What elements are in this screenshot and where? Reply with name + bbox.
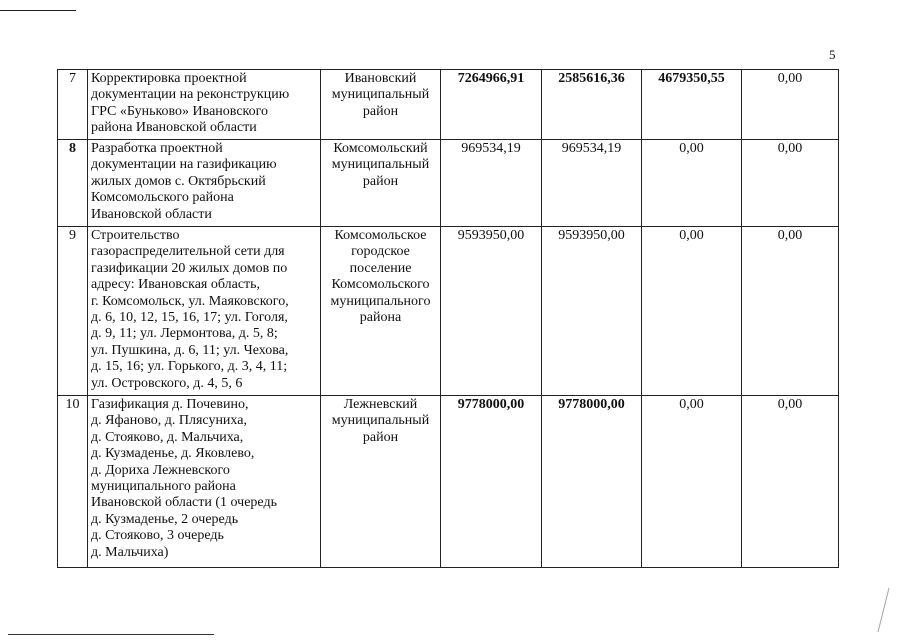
table-row [58,70,839,140]
municipality: Комсомольский муниципальный район [321,140,441,227]
value-2: 9593950,00 [542,227,642,396]
bottom-rule [8,634,214,635]
value-total: 969534,19 [441,140,542,227]
value-4: 0,00 [742,227,839,396]
value-total: 9593950,00 [441,227,542,396]
value-total: 9778000,00 [441,396,542,568]
value-3: 0,00 [642,140,742,227]
municipality: Лежневский муниципальный район [321,396,441,568]
project-name: Разработка проектной документации на газификацию жилых домов с. Октябрьский Комсомольского района Ивановской области [88,140,321,227]
municipality: Ивановский муниципальный район [321,70,441,140]
value-2: 9778000,00 [542,396,642,568]
project-name: Строительство газораспределительной сети для газификации 20 жилых домов по адресу: Ивановская область, г. Комсомольск, ул. Маяковского, д. 6, 10, 12, 15, 16, 17; ул. Гоголя, д. 9, 11; ул. Лермонтова, д. 5, 8; ул. Пушкина, д. 6, 11; ул. Чехова, д. 15, 16; ул. Горького, д. 3, 4, 11; ул. Островского, д. 4, 5, 6 [88,227,321,396]
scan-artifact [878,588,905,632]
value-4: 0,00 [742,70,839,140]
value-total: 7264966,91 [441,70,542,140]
value-4: 0,00 [742,396,839,568]
budget-table [57,69,839,568]
municipality: Комсомольское городское поселение Комсомольского муниципального района [321,227,441,396]
value-3: 0,00 [642,227,742,396]
row-number: 9 [58,227,88,396]
row-number: 8 [58,140,88,227]
project-name: Газификация д. Почевино, д. Яфаново, д. Плясуниха, д. Стояково, д. Мальчиха, д. Кузмаденье, д. Яковлево, д. Дориха Лежневского муниципального района Ивановской области (1 очередь д. Кузмаденье, 2 очередь д. Стояково, 3 очередь д. Мальчиха) [88,396,321,568]
table-row [58,396,839,568]
row-number: 10 [58,396,88,568]
value-4: 0,00 [742,140,839,227]
row-number: 7 [58,70,88,140]
table-row [58,227,839,396]
page-number: 5 [829,47,836,62]
project-name: Корректировка проектной документации на реконструкцию ГРС «Буньково» Ивановского района Ивановской области [88,70,321,140]
value-2: 2585616,36 [542,70,642,140]
top-rule [0,10,76,11]
value-2: 969534,19 [542,140,642,227]
value-3: 0,00 [642,396,742,568]
table-row [58,140,839,227]
value-3: 4679350,55 [642,70,742,140]
